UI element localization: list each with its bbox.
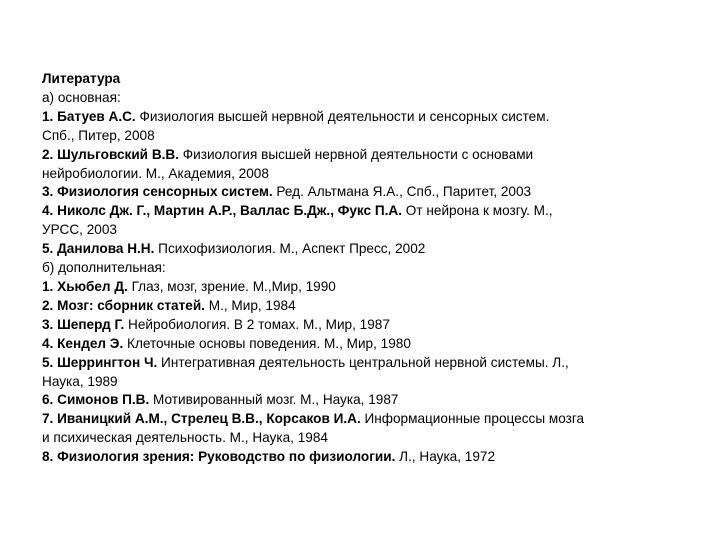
item-author: Шульговский В.В. — [57, 146, 180, 162]
item-number: 3. — [42, 184, 58, 200]
item-title: Л., Наука, 1972 — [395, 449, 496, 465]
additional-item-7-cont: и психическая деятельность. М., Наука, 1984 — [42, 430, 328, 446]
item-number: 4. — [42, 203, 58, 219]
item-title: От нейрона к мозгу. М., — [402, 203, 553, 219]
item-number: 5. — [42, 354, 58, 370]
item-title: Физиология высшей нервной деятельности с основами — [179, 146, 534, 162]
additional-list — [42, 278, 707, 467]
item-number: 3. — [42, 316, 58, 332]
item-number: 8. — [42, 449, 58, 465]
item-author: Шеперд Г. — [57, 316, 125, 332]
additional-item-5-cont: Наука, 1989 — [42, 373, 118, 389]
item-title: Ред. Альтмана Я.А., Спб., Паритет, 2003 — [272, 184, 532, 200]
main-item-4-cont: УРСС, 2003 — [42, 222, 117, 238]
heading: Литература — [42, 71, 121, 86]
item-number: 6. — [42, 392, 58, 408]
item-title: Мотивированный мозг. М., Наука, 1987 — [149, 392, 399, 408]
item-title: М., Мир, 1984 — [204, 297, 296, 313]
item-author: Данилова Н.Н. — [57, 241, 155, 257]
main-item-5 — [42, 240, 707, 259]
item-author: Батуев А.С. — [57, 108, 136, 124]
main-item-1 — [42, 108, 707, 127]
main-item-1-cont: Спб., Питер, 2008 — [42, 127, 155, 143]
item-author: Физиология сенсорных систем. — [57, 184, 273, 200]
additional-item-3 — [42, 316, 707, 335]
additional-item-2 — [42, 297, 707, 316]
item-number: 4. — [42, 335, 58, 351]
item-author: Физиология зрения: Руководство по физиологии. — [57, 449, 396, 465]
section-main-label: а) основная: — [42, 89, 121, 105]
item-title: Информационные процессы мозга — [360, 411, 585, 427]
additional-item-6 — [42, 391, 707, 410]
item-author: Иваницкий А.М., Стрелец В.В., Корсаков И.А. — [57, 411, 361, 427]
additional-item-1 — [42, 278, 707, 297]
item-author: Шеррингтон Ч. — [57, 354, 158, 370]
main-item-3 — [42, 183, 707, 202]
additional-item-7 — [42, 410, 707, 429]
main-item-2-cont: нейробиологии. М., Академия, 2008 — [42, 165, 269, 181]
main-item-4 — [42, 202, 707, 221]
item-number: 7. — [42, 411, 58, 427]
main-item-2 — [42, 146, 707, 165]
additional-item-4 — [42, 335, 707, 354]
additional-item-8 — [42, 448, 707, 467]
item-author: Николс Дж. Г., Мартин А.Р., Валлас Б.Дж., Фукс П.А. — [57, 203, 403, 219]
main-list — [42, 108, 707, 259]
item-number: 5. — [42, 241, 58, 257]
item-author: Симонов П.В. — [57, 392, 150, 408]
item-number: 2. — [42, 146, 58, 162]
item-author: Хьюбел Д. — [57, 278, 128, 294]
item-title: Физиология высшей нервной деятельности и сенсорных систем. — [135, 108, 550, 124]
bibliography-text — [42, 70, 707, 467]
item-number: 1. — [42, 278, 58, 294]
additional-item-5 — [42, 354, 707, 373]
item-title: Нейробиология. В 2 томах. М., Мир, 1987 — [124, 316, 390, 332]
section-additional-label: б) дополнительная: — [42, 260, 166, 276]
item-number: 1. — [42, 108, 58, 124]
item-author: Кендел Э. — [57, 335, 124, 351]
item-title: Интегративная деятельность центральной нервной системы. Л., — [157, 354, 569, 370]
item-title: Клеточные основы поведения. М., Мир, 1980 — [123, 335, 411, 351]
item-author: Мозг: сборник статей. — [57, 297, 205, 313]
item-title: Глаз, мозг, зрение. М.,Мир, 1990 — [127, 278, 336, 294]
item-title: Психофизиология. М., Аспект Пресс, 2002 — [154, 241, 426, 257]
item-number: 2. — [42, 297, 58, 313]
